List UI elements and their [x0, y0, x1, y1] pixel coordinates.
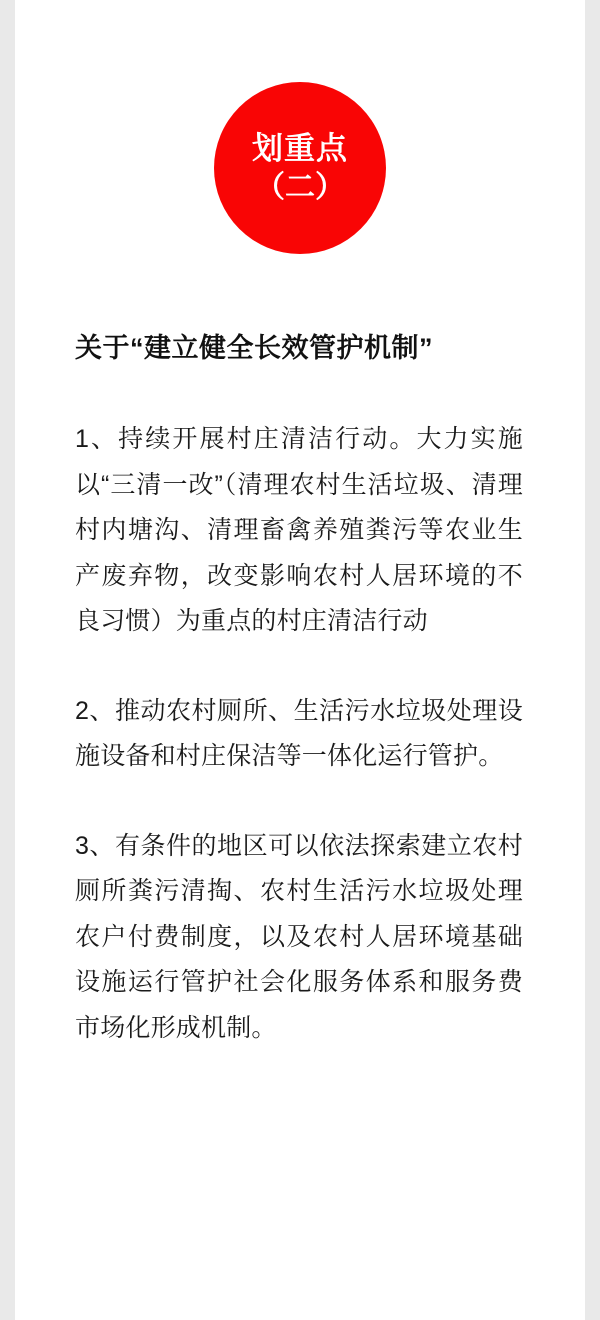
page-title: 关于“建立健全长效管护机制”: [75, 333, 433, 363]
badge-number: （二）: [255, 170, 345, 204]
badge-title: 划重点: [252, 130, 348, 166]
paragraph-2: 2、推动农村厕所、生活污水垃圾处理设施设备和村庄保洁等一体化运行管护。: [75, 696, 523, 770]
paragraph-3: 3、有条件的地区可以依法探索建立农村厕所粪污清掏、农村生活污水垃圾处理农户付费制度，以及农村人居环境基础设施运行管护社会化服务体系和服务费市场化形成机制。: [75, 831, 523, 1042]
badge-container: [15, 0, 585, 254]
article-page: [15, 0, 585, 1320]
article-content: [15, 326, 585, 1051]
key-point-badge: [214, 82, 386, 254]
paragraph-1: 1、持续开展村庄清洁行动。大力实施以“三清一改”（清理农村生活垃圾、清理村内塘沟、清理畜禽养殖粪污等农业生产废弃物，改变影响农村人居环境的不良习惯）为重点的村庄清洁行动: [75, 425, 523, 635]
